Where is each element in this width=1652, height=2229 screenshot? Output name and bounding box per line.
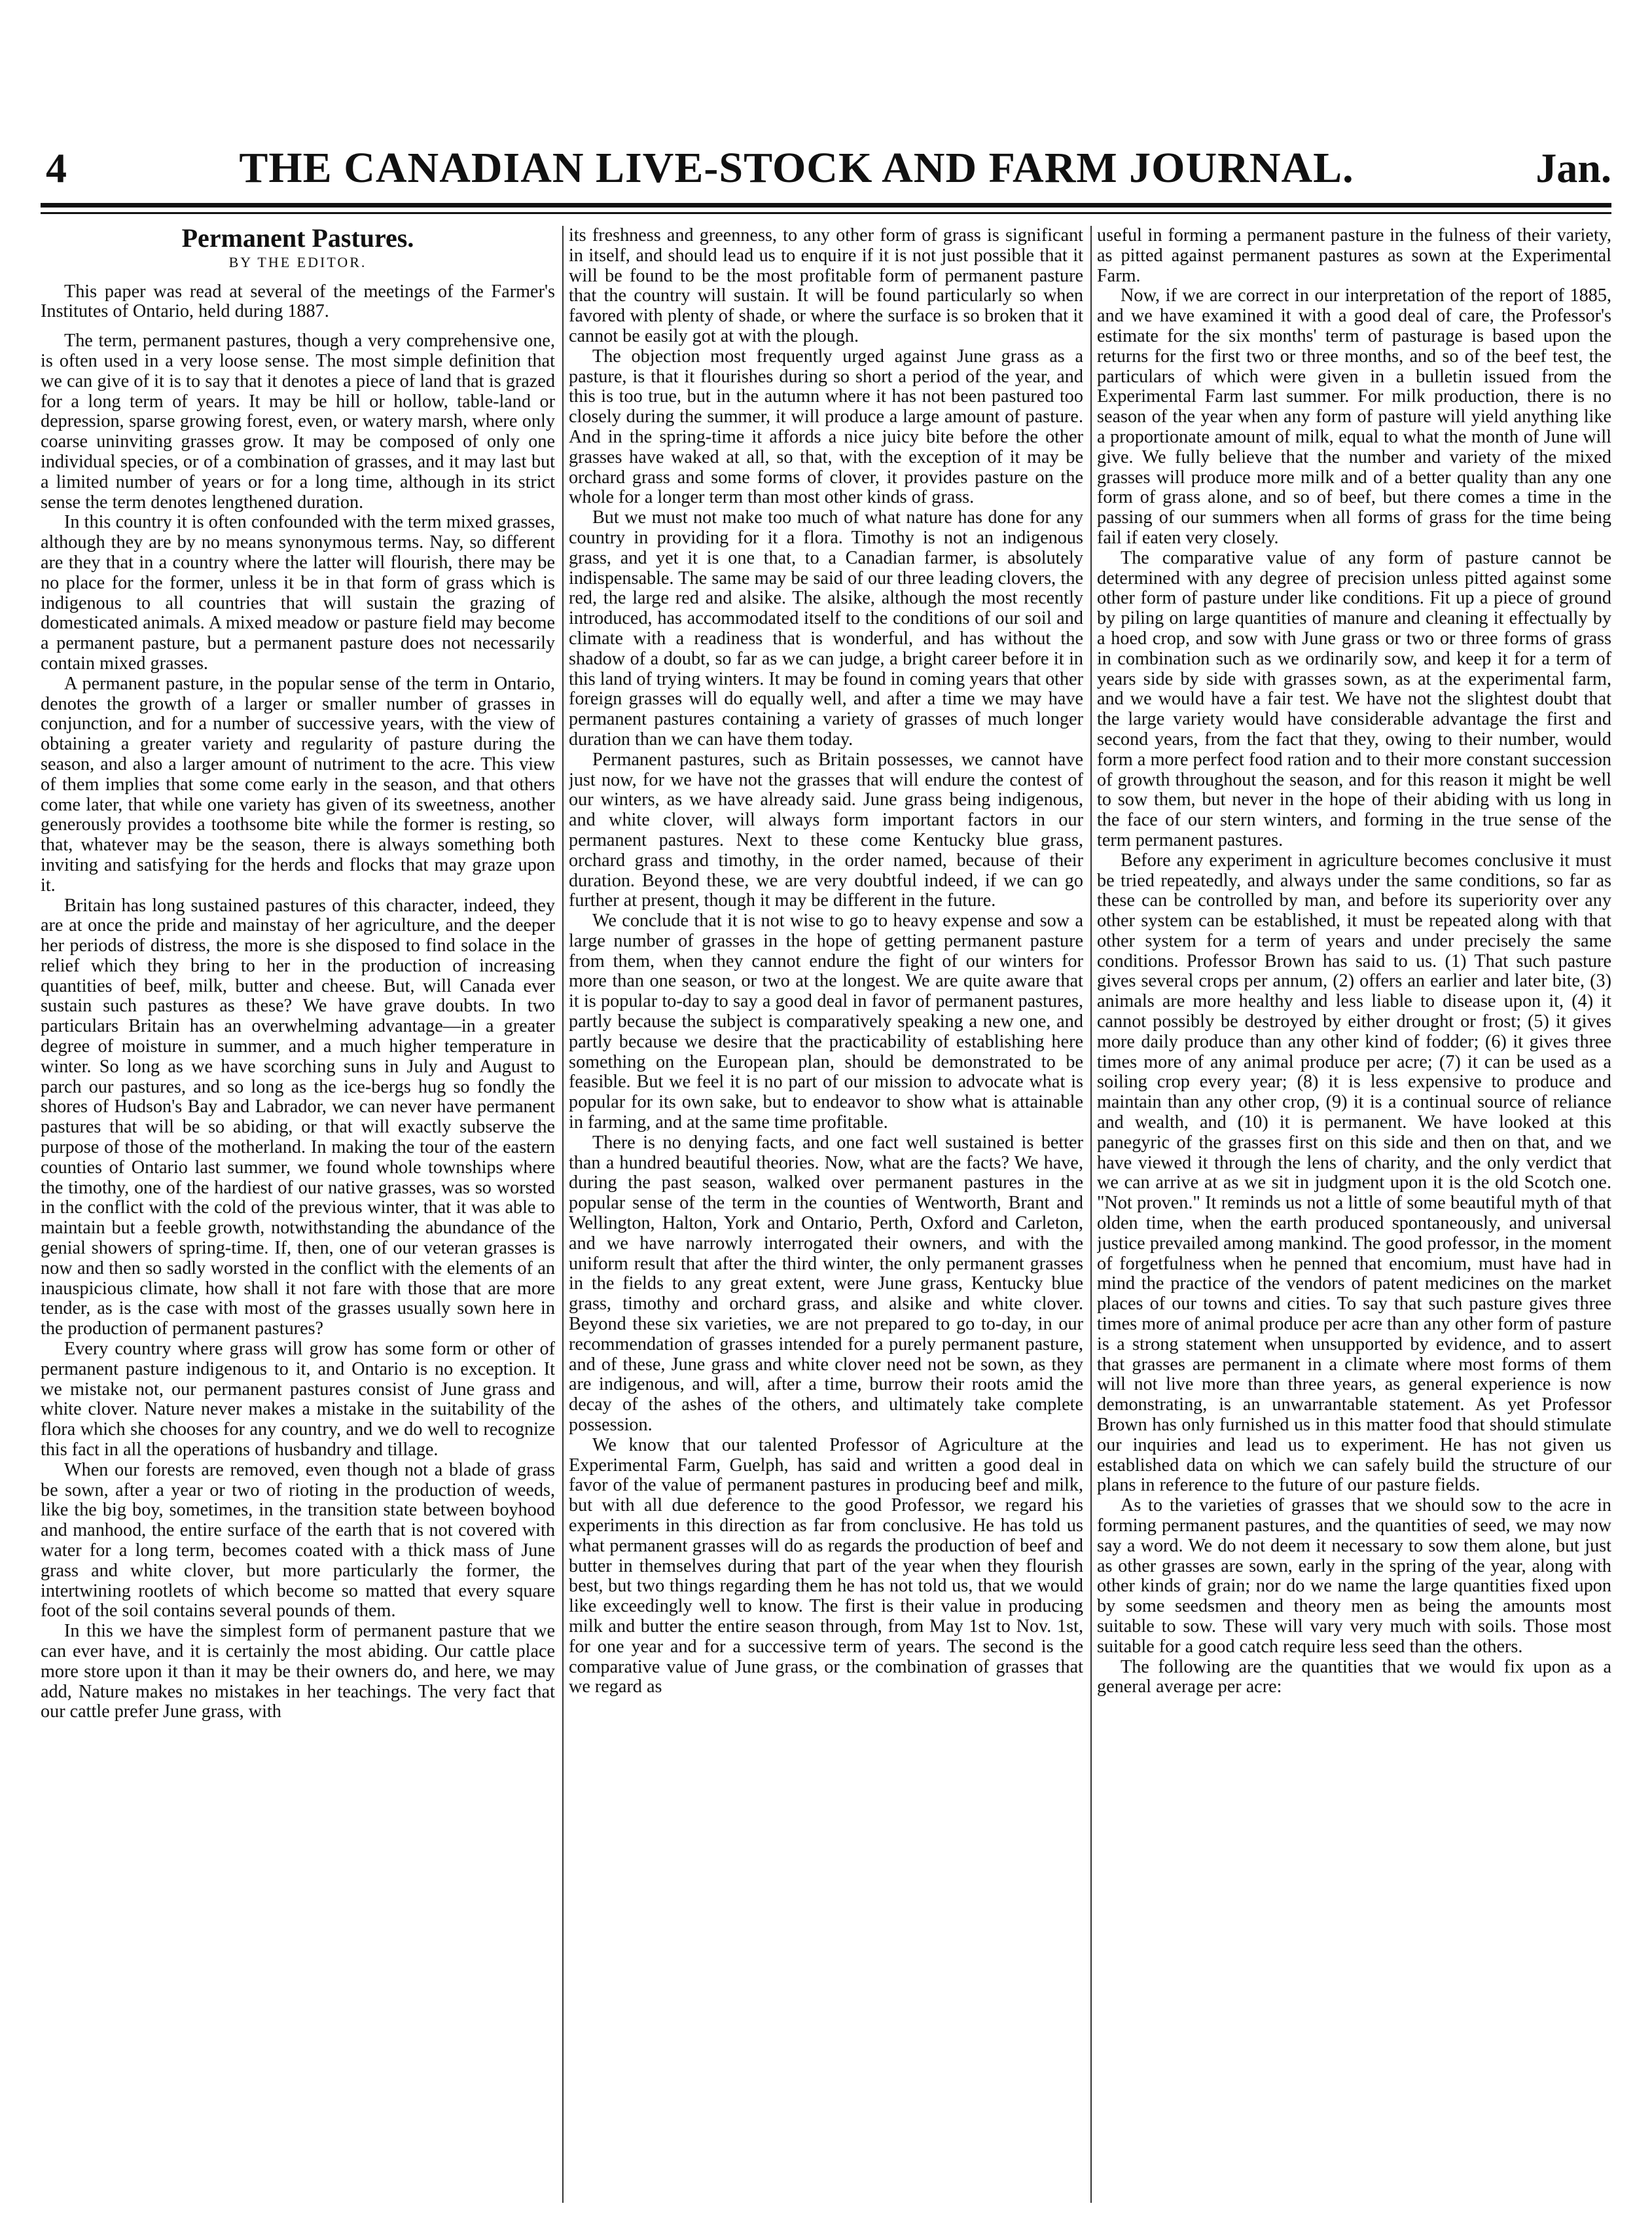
paragraph: When our forests are removed, even though not a blade of grass be sown, after a year or two of rioting in the production of weeds, like the big boy, sometimes, in the transition state between boyhood and manhood, the entire surface of the earth that is not covered with water for a long term, becomes coated with a thick mass of June grass and white clover, but more particularly the former, the intertwining rootlets of which become so matted that every square foot of the soil contains several pounds of them. (41, 1459, 555, 1622)
article-columns (41, 226, 1611, 2203)
paragraph: useful in forming a permanent pasture in the fulness of their variety, as pitted against permanent pastures as sown at the Experimental Farm. (1097, 226, 1611, 286)
column-divider (562, 226, 564, 2203)
header-rule-thin (41, 212, 1611, 214)
column-1 (41, 226, 555, 2203)
paragraph: But we must not make too much of what nature has done for any country in providing for it a flora. Timothy is not an indigenous grass, and yet it is one that, to a Canadian farmer, is absolutely indispensable. The same may be said of our three leading clovers, the red, the large red and alsike. The alsike, although the most recently introduced, has accommodated itself to the conditions of our soil and climate with a readiness that is wonderful, and has without the shadow of a doubt, so far as we can judge, a bright career before it in this land of trying winters. It may be found in coming years that other foreign grasses will do equally well, and after a time we may have permanent pastures containing a variety of grasses of much longer duration than we can have them today. (569, 507, 1083, 750)
header-rule-thick (41, 203, 1611, 208)
paragraph: We know that our talented Professor of Agriculture at the Experimental Farm, Guelph, has said and written a good deal in favor of the value of permanent pastures in producing beef and milk, but with all due deference to the good Professor, we regard his experiments in this direction as far from conclusive. He has told us what permanent grasses will do as regards the production of beef and butter in themselves during that part of the year when they flourish best, but two things regarding them he has not told us, that we would like exceedingly well to know. The first is their value in producing milk and butter the entire season through, from May 1st to Nov. 1st, for one year and for a successive term of years. The second is the comparative value of June grass, or the combination of grasses that we regard as (569, 1434, 1083, 1697)
article-title: Permanent Pastures. (181, 226, 414, 253)
column-divider (1090, 226, 1092, 2203)
paragraph: The term, permanent pastures, though a very comprehensive one, is often used in a very loose sense. The most simple definition that we can give of it is to say that it denotes a piece of land that is grazed for a long term of years. It may be hill or hollow, table-land or depression, sparse growing forest, even, or watery marsh, where only coarse uninviting grasses grow. It may be composed of only one individual species, or of a combination of grasses, and it may last but a limited number of years or for a long time, although in its strict sense the term denotes lengthened duration. (41, 331, 555, 513)
paragraph: The objection most frequently urged against June grass as a pasture, is that it flourishes during so short a period of the year, and this is too true, but in the autumn where it has not been pastured too closely during the summer, it will produce a large amount of pasture. And in the spring-time it affords a nice juicy bite before the other grasses have waked at all, so that, with the exception of it may be orchard grass and some forms of clover, it provides pasture on the whole for a longer term than most other kinds of grass. (569, 346, 1083, 508)
paragraph: A permanent pasture, in the popular sense of the term in Ontario, denotes the growth of a larger or smaller number of grasses in conjunction, and for a number of successive years, with the view of obtaining a greater variety and regularity of pasture during the season, and also a larger amount of nutriment to the acre. This view of them implies that some come early in the season, and that others come later, that while one variety has given of its sweetness, another generously provides a toothsome bite while the former is resting, so that, whatever may be the season, there is always something both inviting and satisfying for the herds and flocks that may graze upon it. (41, 673, 555, 896)
paragraph: As to the varieties of grasses that we should sow to the acre in forming permanent pastures, and the quantities of seed, we may now say a word. We do not deem it necessary to sow them alone, but just as other grasses are sown, early in the spring of the year, along with other kinds of grain; nor do we name the large quantities fixed upon by some seedsmen and theory men as being the amounts most suitable to sow. These will vary very much with soils. Those most suitable for a good catch require less seed than the others. (1097, 1495, 1611, 1657)
paragraph: Britain has long sustained pastures of this character, indeed, they are at once the pride and mainstay of her agriculture, and the deeper her periods of distress, the more is she disposed to find solace in the relief which they bring to her in the production of increasing quantities of beef, milk, butter and cheese. But, will Canada ever sustain such pastures as these? We have grave doubts. In two particulars Britain has an overwhelming advantage—in a greater degree of moisture in summer, and a much higher temperature in winter. So long as we have scorching suns in July and August to parch our pastures, and so long as the ice-bergs hug so fondly the shores of Hudson's Bay and Labrador, we can never have permanent pastures that will be so abiding, or that will exactly subserve the purpose of those of the motherland. In making the tour of the eastern counties of Ontario last summer, we found whole townships where the timothy, one of the hardiest of our native grasses, was so worsted in the conflict with the cold of the previous winter, that it was able to maintain but a feeble growth, notwithstanding the abundance of the genial showers of spring-time. If, then, one of our veteran grasses is now and then so sadly worsted in the conflict with the elements of an inauspicious climate, how shall it not fare with those that are more tender, as is the case with most of the grasses usually sown here in the production of permanent pastures? (41, 895, 555, 1339)
article-intro-note: This paper was read at several of the meetings of the Farmer's Institutes of Ontario, held during 1887. (41, 281, 555, 322)
paragraph: Before any experiment in agriculture becomes conclusive it must be tried repeatedly, and always under the same conditions, so far as these can be controlled by man, and before its superiority over any other system can be established, it must be repeated along with that other system for a term of years and under precisely the same conditions. Professor Brown has said to us. (1) That such pasture gives several crops per annum, (2) offers an earlier and later bite, (3) animals are more healthy and less liable to disease upon it, (4) it cannot possibly be destroyed by either drought or frost; (5) it gives more daily produce than any other kind of fodder; (6) it gives three times more of any animal produce per acre; (7) it can be used as a soiling crop every year; (8) it is less expensive to produce and maintain than any other crop, (9) it is a continual source of reliance and wealth, and (10) it is permanent. We have looked at this panegyric of the grasses first on this side and then on that, and we have viewed it through the lens of charity, and the only verdict that we can arrive at as we sit in judgment upon it is the old Scotch one. "Not proven." It reminds us not a little of some beautiful myth of that olden time, when the earth produced spontaneously, and universal justice prevailed among mankind. The good professor, in the moment of forgetfulness when he penned that encomium, must have had in mind the practice of the vendors of patent medicines on the market places of our towns and cities. To say that such pasture gives three times more of animal produce per acre than any other form of pasture is a strong statement when unsupported by evidence, and to assert that grasses are permanent in a climate where most forms of them will not live more than three years, as general experience is now demonstrating, is an unwarrantable statement. As yet Professor Brown has only furnished us in this matter food that should stimulate our inquiries and lead us to experiment. He has not given us established data on which we can safely build the structure of our plans in reference to the future of our pasture fields. (1097, 850, 1611, 1496)
column-2 (569, 226, 1083, 2203)
paragraph: its freshness and greenness, to any other form of grass is significant in itself, and should lead us to enquire if it is not just possible that it will be found to be the most profitable form of permanent pasture that the country will sustain. It will be found particularly so when favored with plenty of shade, or where the surface is so broken that it cannot be easily got at with the plough. (569, 226, 1083, 346)
paragraph: The following are the quantities that we would fix upon as a general average per acre: (1097, 1656, 1611, 1697)
article-byline: BY THE EDITOR. (228, 253, 367, 270)
paragraph: Every country where grass will grow has some form or other of permanent pasture indigenous to it, and Ontario is no exception. It we mistake not, our permanent pastures consist of June grass and white clover. Nature never makes a mistake in the suitability of the flora which she chooses for any country, and we do well to recognize this fact in all the operations of husbandry and tillage. (41, 1339, 555, 1460)
paragraph: Now, if we are correct in our interpretation of the report of 1885, and we have examined it with a good deal of care, the Professor's estimate for the six months' term of pasturage is based upon the returns for the first two or three months, and so of the beef test, the particulars of which were given in a bulletin issued from the Experimental Farm last summer. For milk production, there is no season of the year when any form of pasture will yield anything like a proportionate amount of milk, equal to what the month of June will give. We fully believe that the number and variety of the mixed grasses will produce more milk and of a better quality than any one form of grass alone, and so of beef, but there comes a time in the passing of our summers when all forms of grass for the time being fail if eaten very closely. (1097, 285, 1611, 548)
page-number: 4 (46, 145, 67, 191)
paragraph: We conclude that it is not wise to go to heavy expense and sow a large number of grasses in the hope of getting permanent pasture from them, when they cannot endure the fight of our winters for more than one season, or two at the longest. We are quite aware that it is popular to-day to say a good deal in favor of permanent pastures, partly because the subject is comparatively speaking a new one, and partly because we desire that the practicability of establishing here something on the European plan, should be demonstrated to be feasible. But we feel it is no part of our mission to advocate what is popular for its own sake, but to endeavor to show what is attainable in farming, and at the same time profitable. (569, 911, 1083, 1133)
paragraph: In this we have the simplest form of permanent pasture that we can ever have, and it is certainly the most abiding. Our cattle place more store upon it than it may be their owners do, and here, we may add, Nature makes no mistakes in her teachings. The very fact that our cattle prefer June grass, with (41, 1621, 555, 1722)
paragraph: The comparative value of any form of pasture cannot be determined with any degree of precision unless pitted against some other form of pasture under like conditions. Fit up a piece of ground by piling on large quantities of manure and cleaning it effectually by a hoed crop, and sow with June grass or two or three forms of grass in combination such as we ordinarily sow, and keep it for a term of years side by side with grasses sown, as at the experimental farm, and we would have a fair test. We have not the slightest doubt that the large variety would have considerable advantage the first and second years, from the fact that they, owing to their number, would form a more perfect food ration and to their more constant succession of growth throughout the season, and for this reason it might be well to sow them, but never in the hope of their abiding with us long in the face of our stern winters, and forming in the true sense of the term permanent pastures. (1097, 547, 1611, 850)
paragraph: There is no denying facts, and one fact well sustained is better than a hundred beautiful theories. Now, what are the facts? We have, during the past season, walked over permanent pastures in the popular sense of the term in the counties of Wentworth, Brant and Wellington, Halton, York and Ontario, Perth, Oxford and Carleton, and we have narrowly interrogated their owners, and with the uniform result that after the third winter, the only permanent grasses in the fields to any great extent, were June grass, Kentucky blue grass, timothy and orchard grass, and alsike and white clover. Beyond these six varieties, we are not prepared to go to-day, in our recommendation of grasses intended for a purely permanent pasture, and of these, June grass and white clover need not be sown, as they are indigenous, and will, after a time, burrow their roots amid the decay of the ashes of the others, and ultimately take complete possession. (569, 1132, 1083, 1436)
running-head (41, 139, 1611, 198)
column-3 (1097, 226, 1611, 2203)
journal-title: THE CANADIAN LIVE-STOCK AND FARM JOURNAL. (239, 144, 1354, 192)
paragraph: In this country it is often confounded with the term mixed grasses, although they are by no means synonymous terms. Nay, so different are they that in a country where the latter will flourish, there may be no place for the former, unless it be in that form of grass which is indigenous to all countries that will sustain the grazing of domesticated animals. A mixed meadow or pasture field may become a permanent pasture, but a permanent pasture does not necessarily contain mixed grasses. (41, 512, 555, 674)
issue-month: Jan. (1535, 145, 1611, 191)
paragraph: Permanent pastures, such as Britain possesses, we cannot have just now, for we have not the grasses that will endure the contest of our winters, as we have already said. June grass being indigenous, and white clover, will always form important factors in our permanent pastures. Next to these come Kentucky blue grass, orchard grass and timothy, in the order named, because of their duration. Beyond these, we are very doubtful indeed, if we can go further at present, though it may be different in the future. (569, 749, 1083, 911)
